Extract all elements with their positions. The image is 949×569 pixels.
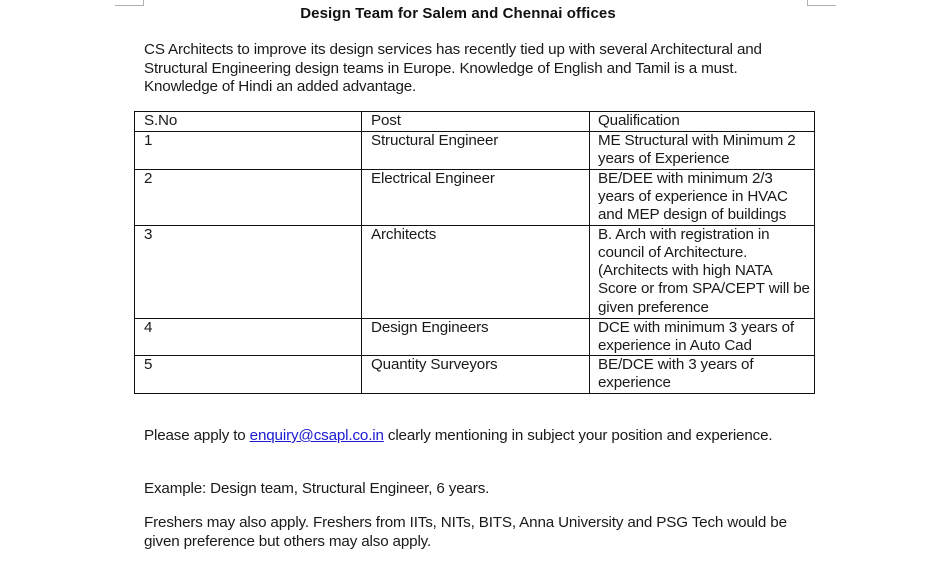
cell-sno: 4 (135, 318, 362, 356)
apply-suffix: clearly mentioning in subject your position and experience. (383, 427, 773, 444)
freshers-paragraph: Freshers may also apply. Freshers from IITs, NITs, BITS, Anna University and PSG Tech would be given preference but others may also apply. (144, 514, 787, 550)
cell-post: Architects (362, 225, 590, 318)
cell-qualification: B. Arch with registration in council of Architecture. (Architects with high NATA Score or from SPA/CEPT will be given preference (590, 225, 815, 318)
cell-sno: 1 (135, 132, 362, 170)
cell-qualification: BE/DEE with minimum 2/3 years of experience in HVAC and MEP design of buildings (590, 169, 815, 225)
table-row (135, 225, 815, 318)
cell-post: Electrical Engineer (362, 169, 590, 225)
table-row (135, 356, 815, 394)
table-row (135, 132, 815, 170)
example-paragraph: Example: Design team, Structural Engineer, 6 years. (144, 480, 490, 497)
apply-paragraph (144, 427, 794, 446)
header-sno: S.No (135, 112, 362, 132)
cell-post: Design Engineers (362, 318, 590, 356)
positions-table (134, 111, 815, 394)
header-post: Post (362, 112, 590, 132)
document-title: Design Team for Salem and Chennai offices (300, 5, 616, 22)
cell-post: Quantity Surveyors (362, 356, 590, 394)
cell-sno: 5 (135, 356, 362, 394)
cell-qualification: DCE with minimum 3 years of experience in Auto Cad (590, 318, 815, 356)
cell-sno: 3 (135, 225, 362, 318)
cell-post: Structural Engineer (362, 132, 590, 170)
table-row (135, 169, 815, 225)
cell-qualification: ME Structural with Minimum 2 years of Experience (590, 132, 815, 170)
apply-prefix: Please apply to (144, 427, 250, 444)
table-header-row (135, 112, 815, 132)
cell-qualification: BE/DCE with 3 years of experience (590, 356, 815, 394)
intro-paragraph: CS Architects to improve its design services has recently tied up with several Architectural and Structural Engineering design teams in Europe. Knowledge of English and Tamil is a must. Knowledge of Hindi an added advantage. (144, 41, 762, 95)
email-link[interactable]: enquiry@csapl.co.in (249, 427, 384, 444)
header-qualification: Qualification (590, 112, 815, 132)
table-row (135, 318, 815, 356)
cell-sno: 2 (135, 169, 362, 225)
